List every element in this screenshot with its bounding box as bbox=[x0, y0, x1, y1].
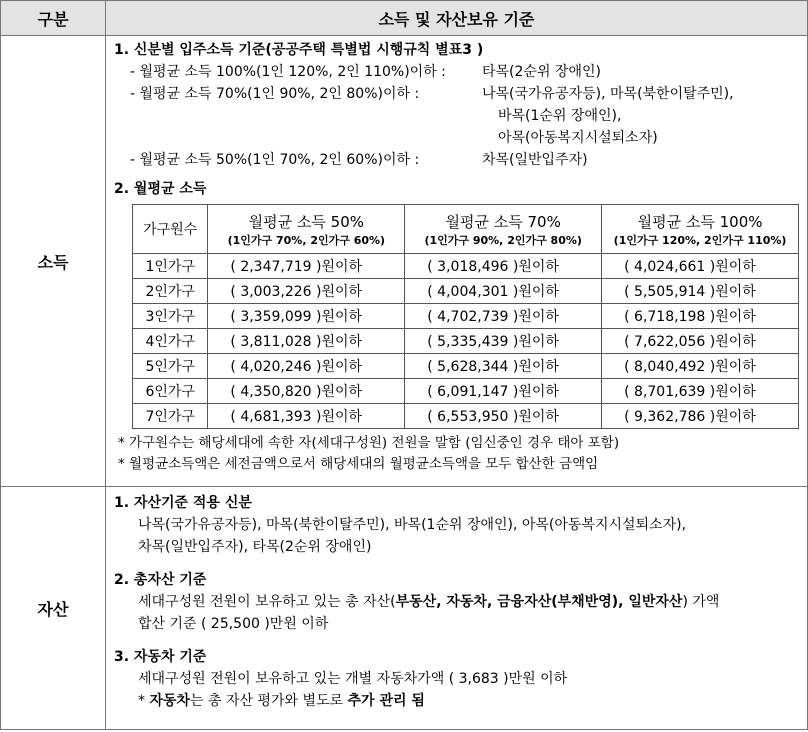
assets-category: 자산 bbox=[1, 487, 106, 730]
total-assets-pre: 세대구성원 전원이 보유하고 있는 총 자산( bbox=[138, 594, 396, 610]
assets-section3-title: 3. 자동차 기준 bbox=[114, 649, 207, 665]
income-note: * 월평균소득액은 세전금액으로서 해당세대의 월평균소득액을 모두 합산한 금액임 bbox=[118, 456, 599, 472]
table-row bbox=[133, 254, 799, 279]
table-row bbox=[133, 329, 799, 354]
rule-eligible: 타목(2순위 장애인) bbox=[482, 64, 601, 80]
cell-value: ( 5,505,914 )원이하 bbox=[602, 279, 799, 304]
col-household-size: 가구원수 bbox=[133, 205, 208, 254]
cell-value: ( 5,628,344 )원이하 bbox=[405, 354, 602, 379]
vehicle-note bbox=[114, 690, 799, 712]
cell-value: ( 4,702,739 )원이하 bbox=[405, 304, 602, 329]
header-criteria: 소득 및 자산보유 기준 bbox=[106, 1, 808, 36]
header-row bbox=[1, 1, 808, 36]
income-rule bbox=[114, 61, 799, 83]
rule-eligible-cont: 아목(아동복지시설퇴소자) bbox=[498, 130, 658, 146]
cell-value: ( 9,362,786 )원이하 bbox=[602, 404, 799, 429]
rule-eligible: 나목(국가유공자등), 마목(북한이탈주민), bbox=[482, 86, 734, 102]
row-label: 3인가구 bbox=[133, 304, 208, 329]
cell-value: ( 6,091,147 )원이하 bbox=[405, 379, 602, 404]
income-section1-title: 1. 신분별 입주소득 기준(공공주택 특별법 시행규칙 별표3 ) bbox=[114, 42, 484, 58]
table-row bbox=[133, 279, 799, 304]
cell-value: ( 4,020,246 )원이하 bbox=[208, 354, 405, 379]
cell-value: ( 4,004,301 )원이하 bbox=[405, 279, 602, 304]
assets-eligible-line: 나목(국가유공자등), 마목(북한이탈주민), 바목(1순위 장애인), 아목(아동복지시설퇴소자), bbox=[138, 517, 687, 533]
col-main-label: 월평균 소득 70% bbox=[445, 212, 561, 231]
income-rule bbox=[114, 149, 799, 171]
row-label: 2인가구 bbox=[133, 279, 208, 304]
col-income-50 bbox=[208, 205, 405, 254]
cell-value: ( 4,024,661 )원이하 bbox=[602, 254, 799, 279]
row-label: 6인가구 bbox=[133, 379, 208, 404]
cell-value: ( 3,811,028 )원이하 bbox=[208, 329, 405, 354]
col-income-70 bbox=[405, 205, 602, 254]
cell-value: ( 8,701,639 )원이하 bbox=[602, 379, 799, 404]
rule-condition: - 월평균 소득 100%(1인 120%, 2인 110%)이하 : bbox=[130, 64, 446, 80]
income-section2-title: 2. 월평균 소득 bbox=[114, 181, 207, 197]
header-category: 구분 bbox=[1, 1, 106, 36]
col-income-100 bbox=[602, 205, 799, 254]
income-row bbox=[1, 36, 808, 487]
income-note: * 가구원수는 해당세대에 속한 자(세대구성원) 전원을 말함 (임신중인 경우 태아 포함) bbox=[118, 435, 620, 451]
rule-condition: - 월평균 소득 50%(1인 70%, 2인 60%)이하 : bbox=[130, 152, 420, 168]
cell-value: ( 4,681,393 )원이하 bbox=[208, 404, 405, 429]
row-label: 1인가구 bbox=[133, 254, 208, 279]
assets-section2-title: 2. 총자산 기준 bbox=[114, 572, 207, 588]
cell-value: ( 3,018,496 )원이하 bbox=[405, 254, 602, 279]
table-row bbox=[133, 379, 799, 404]
rule-eligible-cont: 바목(1순위 장애인), bbox=[498, 108, 622, 124]
rule-eligible: 차목(일반입주자) bbox=[482, 152, 588, 168]
row-label: 4인가구 bbox=[133, 329, 208, 354]
table-row bbox=[133, 304, 799, 329]
income-table bbox=[132, 204, 799, 429]
cell-value: ( 6,718,198 )원이하 bbox=[602, 304, 799, 329]
cell-value: ( 3,003,226 )원이하 bbox=[208, 279, 405, 304]
assets-row bbox=[1, 487, 808, 730]
vehicle-limit: 세대구성원 전원이 보유하고 있는 개별 자동차가액 ( 3,683 )만원 이하 bbox=[138, 671, 568, 687]
cell-value: ( 4,350,820 )원이하 bbox=[208, 379, 405, 404]
rule-condition: - 월평균 소득 70%(1인 90%, 2인 80%)이하 : bbox=[130, 86, 420, 102]
vehicle-note-bold2: 추가 관리 됨 bbox=[347, 693, 425, 709]
vehicle-note-mid: 는 총 자산 평가와 별도로 bbox=[190, 693, 348, 709]
income-content bbox=[106, 36, 808, 487]
cell-value: ( 6,553,950 )원이하 bbox=[405, 404, 602, 429]
income-category: 소득 bbox=[1, 36, 106, 487]
row-label: 5인가구 bbox=[133, 354, 208, 379]
col-sub-label: (1인가구 90%, 2인가구 80%) bbox=[424, 233, 582, 247]
total-assets-line bbox=[114, 591, 799, 613]
total-assets-post: ) 가액 bbox=[682, 594, 720, 610]
cell-value: ( 7,622,056 )원이하 bbox=[602, 329, 799, 354]
table-row bbox=[133, 354, 799, 379]
total-assets-limit: 합산 기준 ( 25,500 )만원 이하 bbox=[138, 616, 329, 632]
income-table-header bbox=[133, 205, 799, 254]
cell-value: ( 8,040,492 )원이하 bbox=[602, 354, 799, 379]
col-sub-label: (1인가구 70%, 2인가구 60%) bbox=[227, 233, 386, 247]
assets-section1-title: 1. 자산기준 적용 신분 bbox=[114, 495, 252, 511]
cell-value: ( 3,359,099 )원이하 bbox=[208, 304, 405, 329]
cell-value: ( 5,335,439 )원이하 bbox=[405, 329, 602, 354]
vehicle-note-star: * bbox=[138, 693, 150, 709]
col-sub-label: (1인가구 120%, 2인가구 110%) bbox=[613, 233, 787, 247]
col-main-label: 월평균 소득 100% bbox=[637, 212, 763, 231]
assets-content bbox=[106, 487, 808, 730]
assets-eligible-line: 차목(일반입주자), 타목(2순위 장애인) bbox=[138, 539, 372, 555]
income-rule bbox=[114, 83, 799, 105]
cell-value: ( 2,347,719 )원이하 bbox=[208, 254, 405, 279]
table-row bbox=[133, 404, 799, 429]
row-label: 7인가구 bbox=[133, 404, 208, 429]
total-assets-items: 부동산, 자동차, 금융자산(부채반영), 일반자산 bbox=[395, 594, 683, 610]
col-main-label: 월평균 소득 50% bbox=[248, 212, 364, 231]
vehicle-note-bold1: 자동차 bbox=[149, 693, 191, 709]
